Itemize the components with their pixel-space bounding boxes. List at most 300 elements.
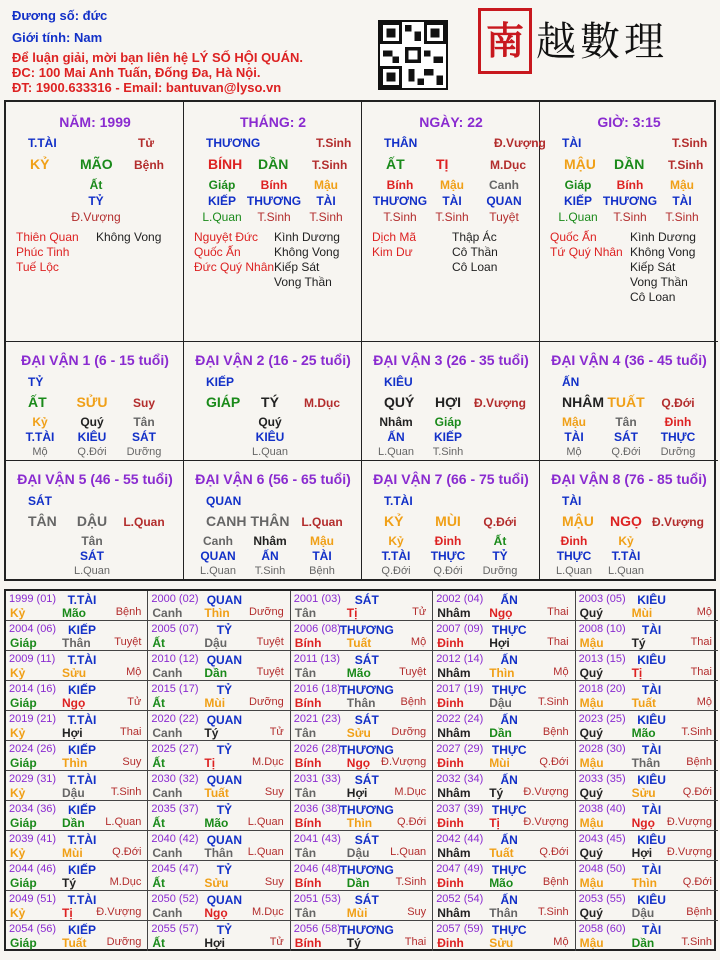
pillar-stem-god: T.TÀI	[28, 136, 57, 150]
year-stem: Bính	[294, 756, 322, 770]
dai-van-stem: CANH	[206, 513, 247, 529]
year-branch: Tuất	[346, 636, 372, 650]
hidden-stem: Đinh	[560, 534, 588, 548]
year-stem: Đinh	[437, 696, 464, 710]
year-branch: Ngọ	[346, 756, 371, 770]
hidden-stem: Tân	[615, 415, 637, 429]
year-cell	[291, 621, 433, 651]
hidden-god: T.TÀI	[25, 430, 55, 444]
year-stem: Canh	[152, 606, 183, 620]
year-cell	[6, 711, 148, 741]
year-stem: Ất	[152, 876, 166, 890]
hidden-stage: Q.Đới	[381, 565, 411, 577]
year-branch: Dần	[631, 936, 655, 950]
year-stem: Quý	[579, 606, 603, 620]
year-stem: Giáp	[10, 696, 37, 710]
dai-van-cell	[540, 461, 718, 579]
year-stem: Tân	[294, 786, 317, 800]
year-branch: Tuất	[62, 936, 87, 950]
year-label: 2027 (29)	[436, 743, 484, 755]
pillar-stem: BÍNH	[208, 156, 243, 172]
year-stage: Mộ	[696, 696, 712, 708]
pillar-title: NĂM: 1999	[59, 114, 131, 130]
year-stem: Đinh	[437, 636, 464, 650]
year-stem: Tân	[294, 726, 317, 740]
star-bad: Không Vong	[96, 230, 162, 244]
year-god: T.TÀI	[67, 713, 97, 727]
year-cell	[6, 921, 148, 951]
hidden-stage: Tuyệt	[489, 210, 519, 224]
dai-van-god: TỶ	[28, 375, 44, 389]
pillar-branch: MÃO	[80, 156, 113, 172]
year-god: KIẾP	[67, 743, 97, 757]
year-god: SÁT	[354, 773, 379, 787]
year-label: 2044 (46)	[9, 863, 57, 875]
hidden-god: TÀI	[312, 549, 332, 563]
year-stage: Q.Đới	[539, 756, 569, 768]
year-branch: Thìn	[489, 666, 515, 680]
hidden-stem: Mậu	[440, 178, 464, 192]
year-god: ẤN	[500, 593, 518, 607]
year-stem: Nhâm	[437, 786, 471, 800]
year-cell	[148, 801, 290, 831]
year-label: 2053 (55)	[578, 893, 626, 905]
year-stage: Thai	[404, 936, 427, 948]
year-stage: Bệnh	[542, 876, 569, 888]
year-cell	[148, 711, 290, 741]
hidden-stage: T.Sinh	[309, 210, 343, 224]
pillar-branch: DẦN	[258, 156, 289, 172]
dai-van-stem: QUÝ	[384, 394, 415, 410]
year-stage: Q.Đới	[539, 846, 569, 858]
year-stage: Thai	[690, 666, 712, 678]
pillar-stage: T.Sinh	[672, 136, 708, 150]
hidden-stem: Canh	[489, 178, 519, 192]
year-label: 2005 (07)	[151, 623, 199, 635]
year-stage: Tử	[127, 696, 142, 708]
year-label: 2021 (23)	[293, 713, 341, 725]
year-label: 2056 (58)	[293, 923, 341, 935]
year-label: 2050 (52)	[151, 893, 199, 905]
year-stage: Dưỡng	[249, 606, 284, 618]
year-god: THỰC	[491, 863, 527, 877]
year-stage: Bệnh	[686, 906, 712, 918]
year-label: 2016 (18)	[293, 683, 341, 695]
year-label: 2028 (30)	[578, 743, 626, 755]
hidden-stem: Quý	[80, 415, 104, 429]
dai-van-stage: Suy	[132, 396, 156, 410]
year-stage: Mộ	[410, 636, 427, 648]
year-god: TỶ	[216, 923, 233, 937]
year-stage: Suy	[264, 876, 284, 888]
gender-label: Giới tính:	[12, 30, 71, 45]
pillar-stem-god: TÀI	[562, 136, 582, 150]
year-stem: Nhâm	[437, 666, 471, 680]
gender-value: Nam	[73, 30, 103, 45]
year-branch: Ngọ	[62, 696, 86, 710]
year-label: 2026 (28)	[293, 743, 341, 755]
year-god: KIÊU	[637, 773, 666, 787]
hidden-stem: Giáp	[434, 415, 462, 429]
year-label: 2006 (08)	[293, 623, 341, 635]
annual-cycle-table	[4, 589, 716, 951]
pillar-branch-stage: M.Dục	[490, 158, 526, 172]
hidden-god: T.TÀI	[611, 549, 641, 563]
year-cell	[433, 711, 575, 741]
year-cell	[576, 921, 718, 951]
year-cell	[576, 651, 718, 681]
hidden-stem: Mậu	[310, 534, 334, 548]
hidden-god: KIẾP	[433, 430, 463, 444]
year-branch: Thân	[631, 756, 661, 770]
year-label: 2020 (22)	[151, 713, 199, 725]
year-stem: Kỷ	[10, 906, 26, 920]
year-stem: Nhâm	[437, 726, 471, 740]
year-branch: Hợi	[346, 786, 368, 800]
year-cell	[148, 621, 290, 651]
year-stem: Nhâm	[437, 606, 471, 620]
hidden-stem: Giáp	[208, 178, 236, 192]
hidden-god: KIÊU	[77, 430, 107, 444]
dai-van-branch: DẬU	[76, 513, 108, 529]
year-label: 2036 (38)	[293, 803, 341, 815]
year-branch: Dần	[489, 726, 512, 740]
year-god: KIẾP	[67, 683, 97, 697]
year-cell	[576, 741, 718, 771]
year-stem: Đinh	[437, 756, 464, 770]
year-stem: Quý	[579, 726, 603, 740]
year-branch: Sửu	[62, 666, 87, 680]
year-cell	[291, 741, 433, 771]
year-label: 2009 (11)	[9, 653, 56, 665]
hidden-stage: Bệnh	[309, 565, 335, 577]
dai-van-stem: NHÂM	[562, 394, 604, 410]
year-branch: Tuất	[204, 786, 229, 800]
year-branch: Mùi	[204, 696, 226, 710]
year-stem: Quý	[579, 906, 603, 920]
year-cell	[433, 921, 575, 951]
year-cell	[291, 771, 433, 801]
hidden-stem: Tân	[133, 415, 155, 429]
star-bad: Vong Thần	[630, 275, 688, 289]
year-stem: Kỷ	[10, 846, 26, 860]
year-label: 2032 (34)	[436, 773, 484, 785]
pillar-stage: Tử	[138, 136, 155, 150]
year-cell	[148, 831, 290, 861]
year-cell	[6, 741, 148, 771]
hidden-god: T.TÀI	[381, 549, 411, 563]
pillar-stem: KỶ	[30, 156, 50, 172]
year-god: SÁT	[354, 713, 379, 727]
year-stage: Đ.Vượng	[523, 786, 569, 798]
pillar-title: GIỜ: 3:15	[597, 114, 661, 130]
star-bad: Cô Thần	[452, 245, 498, 259]
year-cell	[576, 591, 718, 621]
year-branch: Mão	[346, 666, 371, 680]
star-good: Phúc Tinh	[16, 245, 70, 259]
brand-seal-icon: 南	[478, 8, 532, 74]
year-stage: L.Quan	[390, 846, 427, 858]
year-cell	[433, 681, 575, 711]
year-god: THỰC	[491, 803, 527, 817]
dai-van-cell	[6, 342, 184, 461]
year-stem: Mậu	[579, 936, 604, 950]
year-label: 2008 (10)	[578, 623, 626, 635]
hidden-god: QUAN	[486, 194, 522, 208]
hidden-stage: L.Quan	[199, 565, 237, 577]
star-good: Quốc Ấn	[550, 230, 597, 244]
hidden-stage: L.Quan	[73, 565, 111, 577]
year-stage: Thai	[547, 606, 569, 618]
year-label: 2037 (39)	[436, 803, 484, 815]
year-cell	[6, 621, 148, 651]
year-god: T.TÀI	[67, 893, 97, 907]
year-stem: Ất	[152, 816, 166, 830]
year-cell	[433, 831, 575, 861]
star-bad: Kiếp Sát	[274, 260, 320, 274]
year-god: THƯƠNG	[339, 803, 394, 817]
year-branch: Ngọ	[489, 606, 513, 620]
year-cell	[148, 651, 290, 681]
year-branch: Hợi	[489, 636, 510, 650]
dai-van-title: ĐẠI VẬN 1 (6 - 15 tuổi)	[21, 352, 169, 368]
year-label: 2055 (57)	[151, 923, 199, 935]
year-cell	[291, 831, 433, 861]
year-god: TÀI	[641, 683, 662, 697]
owner-name: Đương số: đức	[12, 8, 108, 23]
year-branch: Thân	[489, 906, 518, 920]
hidden-stem: Mậu	[562, 415, 586, 429]
hidden-god: TỶ	[492, 549, 508, 563]
year-cell	[148, 771, 290, 801]
dai-van-cell	[362, 342, 540, 461]
year-branch: Dậu	[489, 696, 512, 710]
hidden-stage: T.Sinh	[435, 210, 469, 224]
year-god: QUAN	[206, 713, 243, 727]
dai-van-title: ĐẠI VẬN 7 (66 - 75 tuổi)	[373, 471, 529, 487]
pillar-branch-stage: T.Sinh	[312, 158, 348, 172]
year-stage: Đ.Vượng	[523, 816, 569, 828]
dai-van-stem: ẤT	[28, 394, 47, 410]
dai-van-title: ĐẠI VẬN 6 (56 - 65 tuổi)	[195, 471, 351, 487]
year-god: SÁT	[354, 653, 379, 667]
year-cell	[291, 921, 433, 951]
year-stem: Giáp	[10, 816, 37, 830]
year-god: ẤN	[500, 713, 518, 727]
year-stage: Dưỡng	[391, 726, 427, 738]
hidden-god: TỶ	[88, 194, 104, 208]
year-stem: Kỷ	[10, 726, 26, 740]
year-branch: Dần	[204, 666, 228, 680]
year-branch: Dậu	[346, 846, 370, 860]
year-stage: Suy	[407, 906, 427, 918]
year-stem: Quý	[579, 846, 603, 860]
year-label: 2040 (42)	[151, 833, 199, 845]
pillar-cell	[362, 102, 546, 342]
star-good: Thiên Quan	[16, 230, 79, 244]
year-cell	[291, 591, 433, 621]
year-stem: Canh	[152, 726, 183, 740]
year-stage: M.Dục	[109, 876, 142, 888]
dai-van-stage: Q.Đới	[661, 396, 695, 410]
contact-line: Để luận giải, mời bạn liên hệ LÝ SỐ HỘI QUÁN.	[12, 50, 303, 65]
dai-van-stage: Q.Đới	[483, 515, 517, 529]
year-god: KIẾP	[67, 863, 97, 877]
pillar-branch: DẦN	[614, 156, 645, 172]
year-label: 2048 (50)	[578, 863, 626, 875]
star-good: Tuế Lộc	[16, 260, 59, 274]
dai-van-title: ĐẠI VẬN 5 (46 - 55 tuổi)	[17, 471, 173, 487]
year-stem: Quý	[579, 786, 603, 800]
gender-line	[12, 30, 102, 45]
year-god: KIÊU	[637, 593, 666, 607]
dai-van-stem: KỶ	[384, 513, 404, 529]
dai-van-title: ĐẠI VẬN 2 (16 - 25 tuổi)	[195, 352, 351, 368]
year-stage: Mộ	[553, 666, 569, 678]
hidden-god: SÁT	[614, 430, 638, 444]
year-label: 2000 (02)	[151, 593, 199, 605]
year-cell	[6, 771, 148, 801]
year-stem: Canh	[152, 786, 183, 800]
year-god: THƯƠNG	[339, 863, 394, 877]
year-stem: Canh	[152, 846, 183, 860]
hidden-stem: Đinh	[434, 534, 462, 548]
hidden-stage: T.Sinh	[432, 446, 464, 458]
hidden-stage: Q.Đới	[77, 446, 107, 458]
year-cell	[148, 921, 290, 951]
year-stem: Tân	[294, 906, 317, 920]
year-branch: Dần	[62, 816, 85, 830]
year-stem: Tân	[294, 606, 317, 620]
year-stem: Kỷ	[10, 786, 26, 800]
hidden-stage: Dưỡng	[660, 446, 696, 458]
year-god: TỶ	[216, 863, 233, 877]
hidden-stage: L.Quan	[555, 565, 593, 577]
year-god: ẤN	[500, 653, 518, 667]
pillar-stem-god: THÂN	[384, 136, 418, 150]
year-stage: Bệnh	[542, 726, 569, 738]
year-god: SÁT	[354, 593, 379, 607]
hidden-god: TÀI	[564, 430, 584, 444]
year-stem: Ất	[152, 756, 166, 770]
phone-email-line: ĐT: 1900.633316 - Email: bantuvan@lyso.vn	[12, 80, 282, 95]
year-branch: Hợi	[62, 726, 83, 740]
hidden-stage: T.Sinh	[383, 210, 417, 224]
year-label: 2047 (49)	[436, 863, 484, 875]
dai-van-branch: TÝ	[261, 394, 279, 410]
dai-van-branch: SỬU	[76, 394, 108, 410]
hidden-god: TÀI	[316, 194, 336, 208]
dai-van-branch: TUẤT	[607, 394, 645, 410]
year-god: ẤN	[500, 773, 518, 787]
year-stem: Đinh	[437, 876, 464, 890]
star-good: Quốc Ấn	[194, 245, 241, 259]
year-branch: Mão	[62, 606, 86, 620]
year-label: 2029 (31)	[9, 773, 57, 785]
year-cell	[291, 651, 433, 681]
year-god: QUAN	[206, 833, 243, 847]
dai-van-branch: NGỌ	[610, 513, 642, 529]
year-branch: Mùi	[346, 906, 368, 920]
hidden-stage: L.Quan	[251, 446, 289, 458]
chart-grid	[4, 100, 716, 581]
hidden-stem: Mậu	[314, 178, 338, 192]
hidden-stem: Nhâm	[379, 415, 413, 429]
year-stage: Tử	[269, 936, 284, 948]
hidden-stem: Kỷ	[618, 534, 634, 548]
year-cell	[148, 741, 290, 771]
year-stem: Quý	[579, 666, 603, 680]
year-cell	[576, 801, 718, 831]
year-stage: T.Sinh	[681, 726, 712, 738]
year-branch: Tý	[204, 726, 219, 740]
dai-van-god: KIẾP	[206, 375, 235, 389]
dai-van-god: T.TÀI	[384, 494, 413, 508]
year-god: QUAN	[206, 773, 243, 787]
year-god: TÀI	[641, 743, 662, 757]
year-god: TÀI	[641, 623, 662, 637]
hidden-stem: Ất	[89, 178, 103, 192]
dai-van-stage: M.Dục	[304, 396, 340, 410]
year-label: 2031 (33)	[293, 773, 341, 785]
year-god: THỰC	[491, 743, 527, 757]
hidden-god: SÁT	[80, 549, 104, 563]
year-branch: Ngọ	[204, 906, 228, 920]
year-god: TỶ	[216, 683, 233, 697]
year-cell	[6, 891, 148, 921]
year-branch: Thân	[62, 636, 91, 650]
year-stem: Kỷ	[10, 666, 26, 680]
year-stage: Đ.Vượng	[666, 816, 712, 828]
year-stage: Đ.Vượng	[666, 846, 712, 858]
brand-logo: 越數理	[536, 19, 668, 65]
hidden-stage: Dưỡng	[126, 446, 162, 458]
dai-van-stage: Đ.Vượng	[474, 396, 526, 410]
year-label: 2013 (15)	[578, 653, 626, 665]
year-god: QUAN	[206, 593, 243, 607]
year-god: T.TÀI	[67, 833, 97, 847]
year-label: 2041 (43)	[293, 833, 341, 845]
year-god: T.TÀI	[67, 593, 97, 607]
year-god: THỰC	[491, 923, 527, 937]
year-branch: Mùi	[631, 606, 653, 620]
year-stage: Tử	[412, 606, 427, 618]
year-cell	[576, 771, 718, 801]
year-label: 2015 (17)	[151, 683, 199, 695]
year-branch: Mão	[631, 726, 656, 740]
hidden-stage: L.Quan	[377, 446, 415, 458]
star-good: Tứ Quý Nhân	[550, 245, 623, 259]
year-stage: T.Sinh	[681, 936, 712, 948]
year-stage: Tuyệt	[114, 636, 142, 648]
year-label: 2010 (12)	[151, 653, 199, 665]
hidden-stage: L.Quan	[607, 565, 645, 577]
year-stem: Tân	[294, 846, 317, 860]
year-stage: Suy	[122, 756, 142, 768]
year-branch: Tý	[631, 636, 646, 650]
year-stem: Bính	[294, 816, 322, 830]
year-branch: Thân	[204, 846, 234, 860]
year-branch: Thìn	[346, 816, 373, 830]
star-bad: Kình Dương	[630, 230, 696, 244]
year-cell	[6, 801, 148, 831]
year-cell	[6, 591, 148, 621]
dai-van-stage: Đ.Vượng	[652, 515, 704, 529]
year-label: 2017 (19)	[436, 683, 484, 695]
year-god: SÁT	[354, 893, 379, 907]
dai-van-branch: THÂN	[250, 513, 290, 529]
hidden-stem: Bính	[386, 178, 414, 192]
